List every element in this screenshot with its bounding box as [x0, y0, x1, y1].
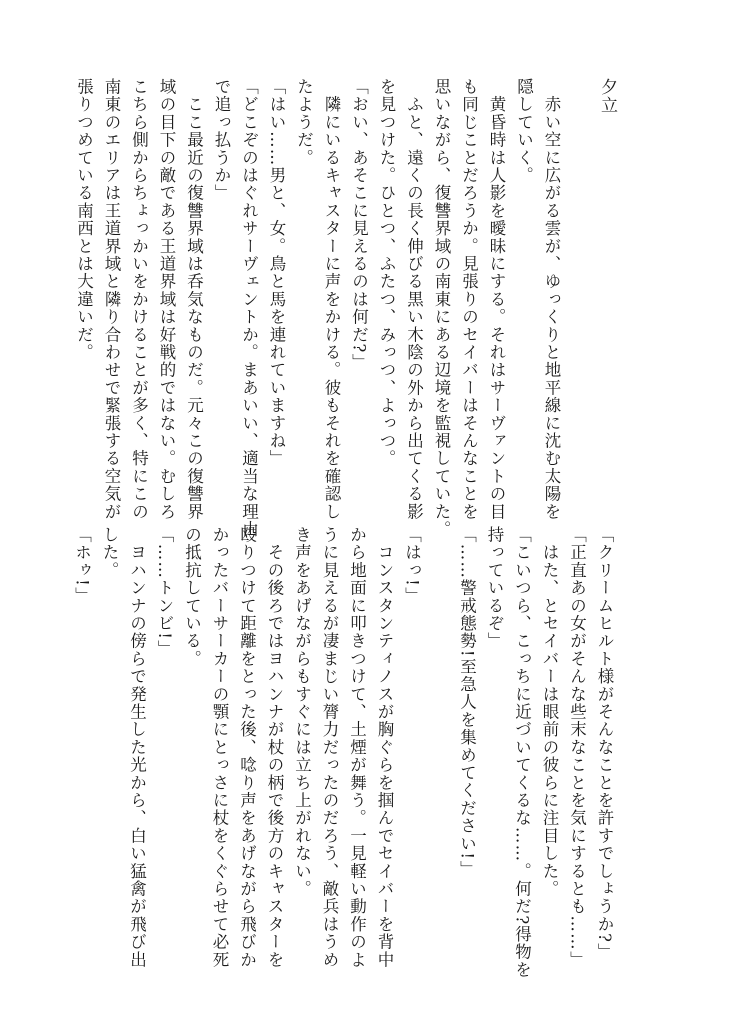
- upper-text-block: [70, 78, 620, 539]
- text-line: こちら側からちょっかいをかけることが多く、特にこの: [129, 78, 149, 521]
- text-line: ヨハンナの傍らで発生した光から、白い猛禽が飛び出: [127, 526, 147, 969]
- dialogue-line: 「正直あの女がそんな些末なことを気にするとも……」: [567, 526, 587, 969]
- text-line: ふと、遠くの長く伸びる黒い木陰の外から出てくる影: [404, 78, 424, 521]
- dialogue-line: 「どこぞのはぐれサーヴェントか。まあいい、適当な理由: [239, 78, 259, 539]
- text-line: した。: [100, 526, 119, 580]
- dialogue-line: 「ホゥ!」: [72, 526, 92, 605]
- blank-line: [565, 78, 593, 518]
- text-line: き声をあげながらもすぐには立ち上がれない。: [292, 526, 312, 898]
- text-line: 思いながら、復讐界域の南東にある辺境を監視していた。: [432, 78, 451, 539]
- text-line: 隠していく。: [514, 78, 534, 185]
- text-line: 隣にいるキャスターに声をかける。彼もそれを確認し: [322, 78, 341, 521]
- text-line: 域の目下の敵である王道界域は好戦的ではない。むしろ: [157, 78, 176, 521]
- text-line: 南東のエリアは王道界域と隣り合わせで緊張する空気が: [102, 78, 121, 521]
- text-line: その後ろではヨハンナが杖の柄で後方のキャスターを: [265, 526, 284, 969]
- text-line: たようだ。: [294, 78, 314, 167]
- dialogue-line: 「こいつら、こっちに近づいてくるな……。何だ?得物を: [512, 526, 532, 979]
- text-line: かったバーサーカーの顎にとっさに杖をくぐらせて必死: [210, 526, 229, 969]
- dialogue-line: 「おい、あそこに見えるのは何だ?」: [349, 78, 369, 372]
- dialogue-line: 「……トンビ!」: [155, 526, 174, 658]
- text-line: 赤い空に広がる雲が、ゆっくりと地平線に沈む太陽を: [542, 78, 561, 521]
- dialogue-line: で追っ払うか」: [212, 78, 231, 202]
- dialogue-line: 持っているぞ」: [485, 526, 504, 650]
- text-line: も同じことだろうか。見張りのセイバーはそんなことを: [459, 78, 479, 521]
- dialogue-line: 「はい……男と、女。鳥と馬を連れていますね」: [267, 78, 286, 468]
- text-line: はた、とセイバーは眼前の彼らに注目した。: [540, 526, 559, 898]
- text-line: の抵抗している。: [182, 526, 202, 668]
- text-line: から地面に叩きつけて、土煙が舞う。一見軽い動作のよ: [347, 526, 367, 969]
- text-line: 張りつめている南西とは大違いだ。: [74, 78, 94, 362]
- dialogue-line: 「はっ!」: [402, 526, 422, 605]
- text-line: 殴りつけて距離をとった後、唸り声をあげながら飛びか: [237, 526, 257, 969]
- text-line: うに見えるが凄まじい膂力だったのだろう、敵兵はうめ: [320, 526, 339, 969]
- blank-line: [426, 526, 454, 956]
- chapter-title: 夕立: [597, 78, 617, 115]
- text-line: コンスタンティノスが胸ぐらを掴んでセイバーを背中: [375, 526, 394, 969]
- lower-text-block: [68, 526, 618, 979]
- text-line: を見つけた。ひとつ、ふたつ、みっつ、よっつ。: [377, 78, 396, 468]
- text-line: ここ最近の復讐界域は呑気なものだ。元々この復讐界: [184, 78, 204, 521]
- text-line: 黄昏時は人影を曖昧にする。それはサーヴァントの目: [487, 78, 506, 521]
- dialogue-line: 「……警戒態勢!至急人を集めてください!」: [457, 526, 477, 878]
- dialogue-line: 「クリームヒルト様がそんなことを許すでしょうか?」: [595, 526, 614, 961]
